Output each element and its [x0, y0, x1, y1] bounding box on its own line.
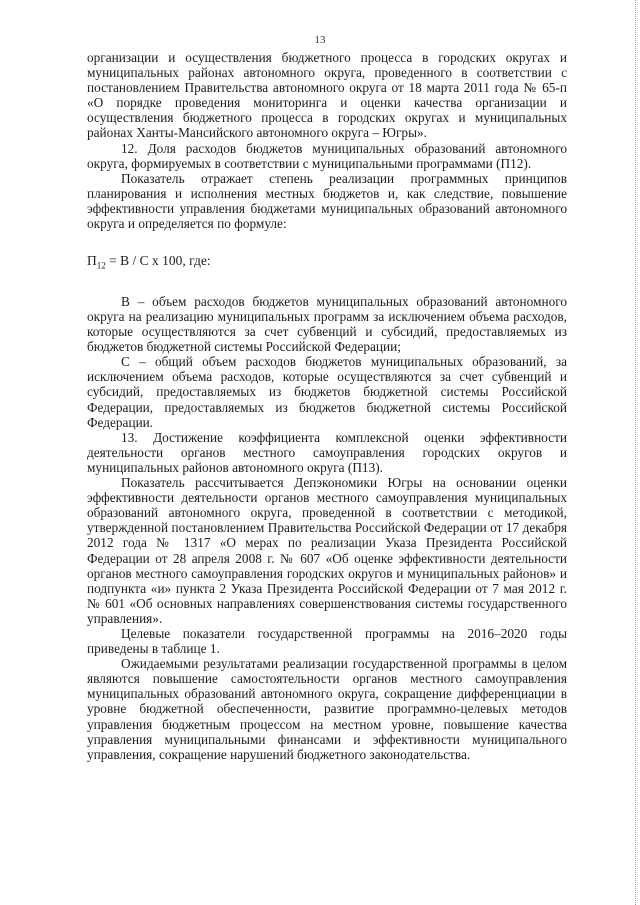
formula-rhs: = В / С х 100, где:: [105, 253, 211, 269]
paragraph-definition-c: С – общий объем расходов бюджетов муниципальных образований, за исключением объема расходов, которые осуществляются за счет субвенций и субсидий, предоставляемых из бюджетов бюджетной системы Российской Федерации, предоставляемых из бюджетов бюджетной системы Российской Федерации.: [87, 354, 567, 430]
paragraph-expected-results: Ожидаемыми результатами реализации государственной программы в целом являются повышение самостоятельности органов местного самоуправления муниципальных образований автономного округа, сокращение дифференциации в уровне бюджетной обеспеченности, развитие программно-целевых методов управления бюджетным процессом на местном уровне, повышение качества управления муниципальными финансами и эффективности муниципального управления, сокращение нарушений бюджетного законодательства.: [87, 656, 567, 762]
formula: [87, 253, 567, 274]
formula-lhs-subscript: 12: [96, 260, 106, 271]
document-body: [87, 50, 567, 762]
formula-lhs: П: [87, 253, 97, 269]
scan-edge: [634, 0, 636, 905]
paragraph-indicator-13-description: Показатель рассчитывается Депэкономики Югры на основании оценки эффективности деятельности органов местного самоуправления муниципальных образований автономного округа, проведенной в соответствии с методикой, утвержденной постановлением Правительства Российской Федерации от 17 декабря 2012 года № 1317 «О мерах по реализации Указа Президента Российской Федерации от 28 апреля 2008 г. № 607 «Об оценке эффективности деятельности органов местного самоуправления городских округов и муниципальных районов» и подпункта «и» пункта 2 Указа Президента Российской Федерации от 7 мая 2012 г. № 601 «Об основных направлениях совершенствования системы государственного управления».: [87, 475, 567, 626]
paragraph-indicator-12: 12. Доля расходов бюджетов муниципальных образований автономного округа, формируемых в соответствии с муниципальными программами (П12).: [87, 140, 567, 171]
page-number: 13: [314, 34, 326, 46]
paragraph-indicator-12-description: Показатель отражает степень реализации программных принципов планирования и исполнения местных бюджетов и, как следствие, повышение эффективности управления бюджетами муниципальных образований автономного округа и определяется по формуле:: [87, 170, 567, 232]
paragraph-target-indicators: Целевые показатели государственной программы на 2016–2020 годы приведены в таблице 1.: [87, 625, 567, 657]
paragraph-continuation: организации и осуществления бюджетного процесса в городских округах и муниципальных районах автономного округа, проведенного в соответствии с постановлением Правительства автономного округа от 18 марта 2011 года № 65-п «О порядке проведения мониторинга и оценки качества организации и осуществления бюджетного процесса в городских округах и муниципальных районах Ханты-Мансийского автономного округа – Югры».: [87, 50, 567, 141]
paragraph-definition-b: В – объем расходов бюджетов муниципальных образований автономного округа на реализацию муниципальных программ за исключением объема расходов, которые осуществляются за счет субвенций и субсидий, предоставляемых из бюджетов бюджетной системы Российской Федерации;: [87, 293, 567, 355]
paragraph-indicator-13: 13. Достижение коэффициента комплексной оценки эффективности деятельности органов местного самоуправления городских округов и муниципальных районов автономного округа (П13).: [87, 429, 567, 475]
